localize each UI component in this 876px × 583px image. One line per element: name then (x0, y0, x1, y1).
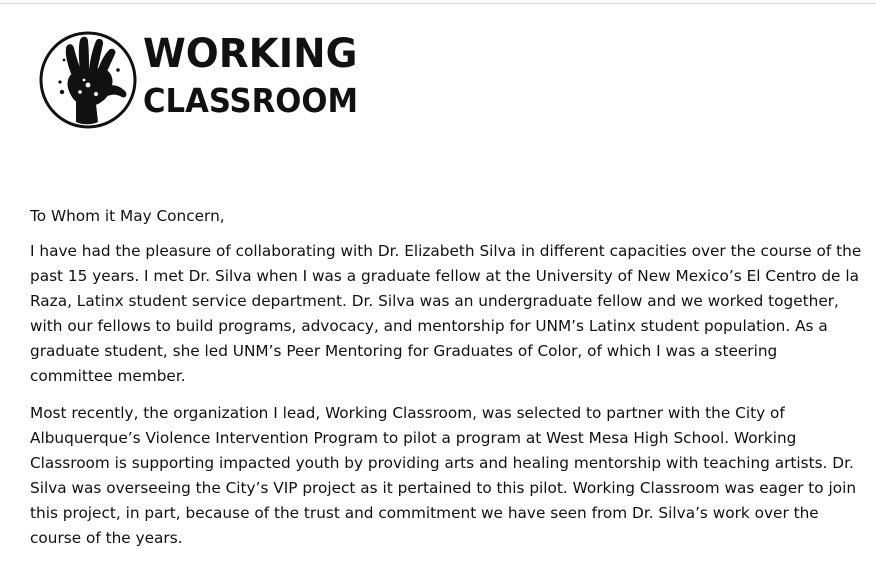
logo-line-classroom: CLASSROOM (143, 81, 359, 120)
salutation: To Whom it May Concern, (30, 207, 225, 225)
logo-wordmark (143, 31, 374, 120)
handprint-circle-icon (38, 30, 138, 130)
paragraph-2: Most recently, the organization I lead, Working Classroom, was selected to partner with the City of Albuquerque’s Violence Intervention Program to pilot a program at West Mesa High School. Working Classroom is supporting impacted youth by providing arts and healing mentorship with teaching artists. Dr. Silva was overseeing the City’s VIP project as it pertained to this pilot. Working Classroom was eager to join this project, in part, because of the trust and commitment we have seen from Dr. Silva’s work over the course of the years. (30, 404, 857, 547)
working-classroom-logo (38, 30, 378, 132)
logo-line-working: WORKING (143, 31, 358, 77)
top-divider (0, 3, 876, 4)
paragraph-1: I have had the pleasure of collaborating with Dr. Elizabeth Silva in different capacities over the course of the past 15 years. I met Dr. Silva when I was a graduate fellow at the University of New Mexico’s El Centro de la Raza, Latinx student service department. Dr. Silva was an undergraduate fellow and we worked together, with our fellows to build programs, advocacy, and mentorship for UNM’s Latinx student population. As a graduate student, she led UNM’s Peer Mentoring for Graduates of Color, of which I was a steering committee member. (30, 242, 862, 385)
letter-body (30, 204, 862, 563)
